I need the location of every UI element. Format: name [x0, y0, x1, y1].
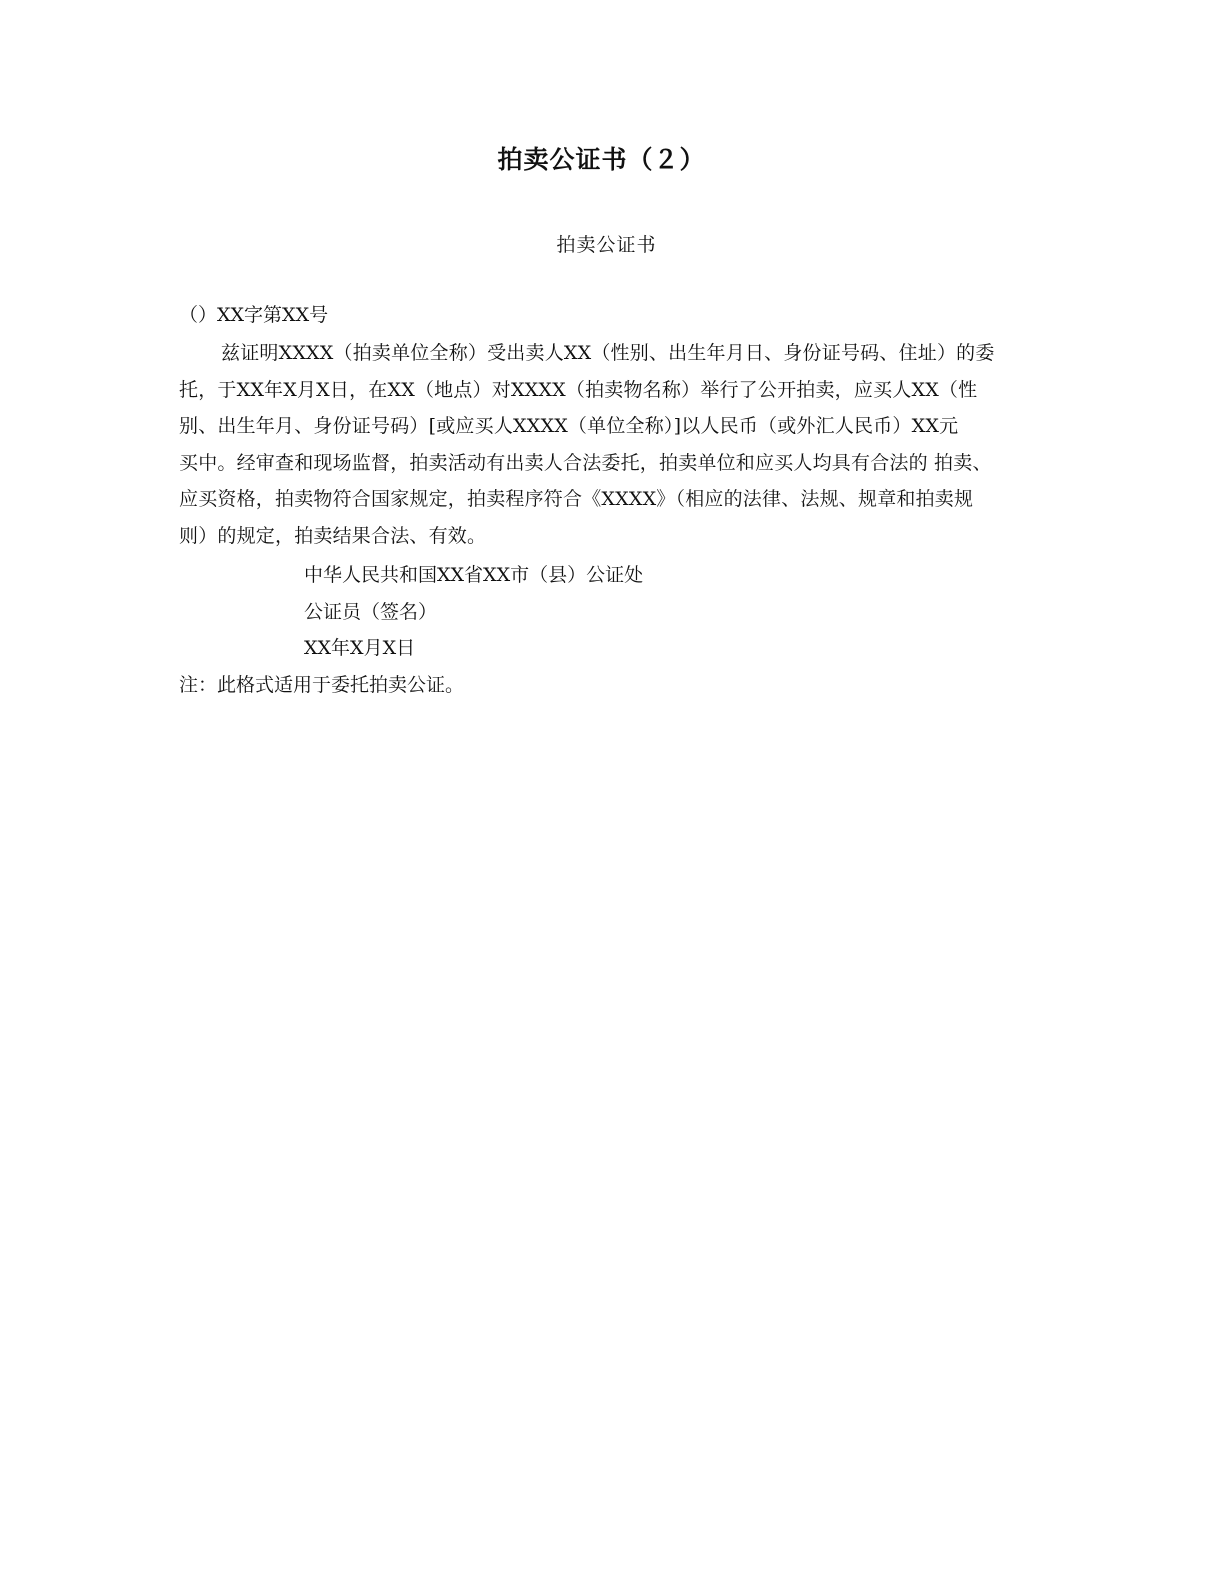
body-line: 买中。经审查和现场监督，拍卖活动有出卖人合法委托，拍卖单位和应买人均具有合法的 拍卖、 — [179, 451, 992, 474]
body-line: 应买资格，拍卖物符合国家规定，拍卖程序符合《XXXX》（相应的法律、法规、规章和拍卖规 — [179, 488, 974, 510]
certificate-body — [179, 335, 1039, 554]
document-subtitle: 拍卖公证书 — [556, 234, 657, 256]
notary-signature: 公证员（签名） — [304, 601, 438, 623]
body-line: 别、出生年月、身份证号码）[或应买人XXXX（单位全称）]以人民币（或外汇人民币）XX元 — [179, 415, 959, 437]
body-line: 托，于XX年X月X日，在XX（地点）对XXXX（拍卖物名称）举行了公开拍卖，应买人XX（性 — [179, 378, 978, 401]
document-title: 拍卖公证书（２） — [497, 145, 706, 174]
document-number: （）XX字第XX号 — [179, 304, 329, 326]
signature-date: XX年X月X日 — [304, 637, 416, 659]
body-line: 兹证明XXXX（拍卖单位全称）受出卖人XX（性别、出生年月日、身份证号码、住址）的委 — [221, 342, 995, 364]
notary-office: 中华人民共和国XX省XX市（县）公证处 — [304, 564, 644, 586]
body-line: 则）的规定，拍卖结果合法、有效。 — [179, 524, 487, 547]
document-note: 注：此格式适用于委托拍卖公证。 — [179, 674, 465, 696]
